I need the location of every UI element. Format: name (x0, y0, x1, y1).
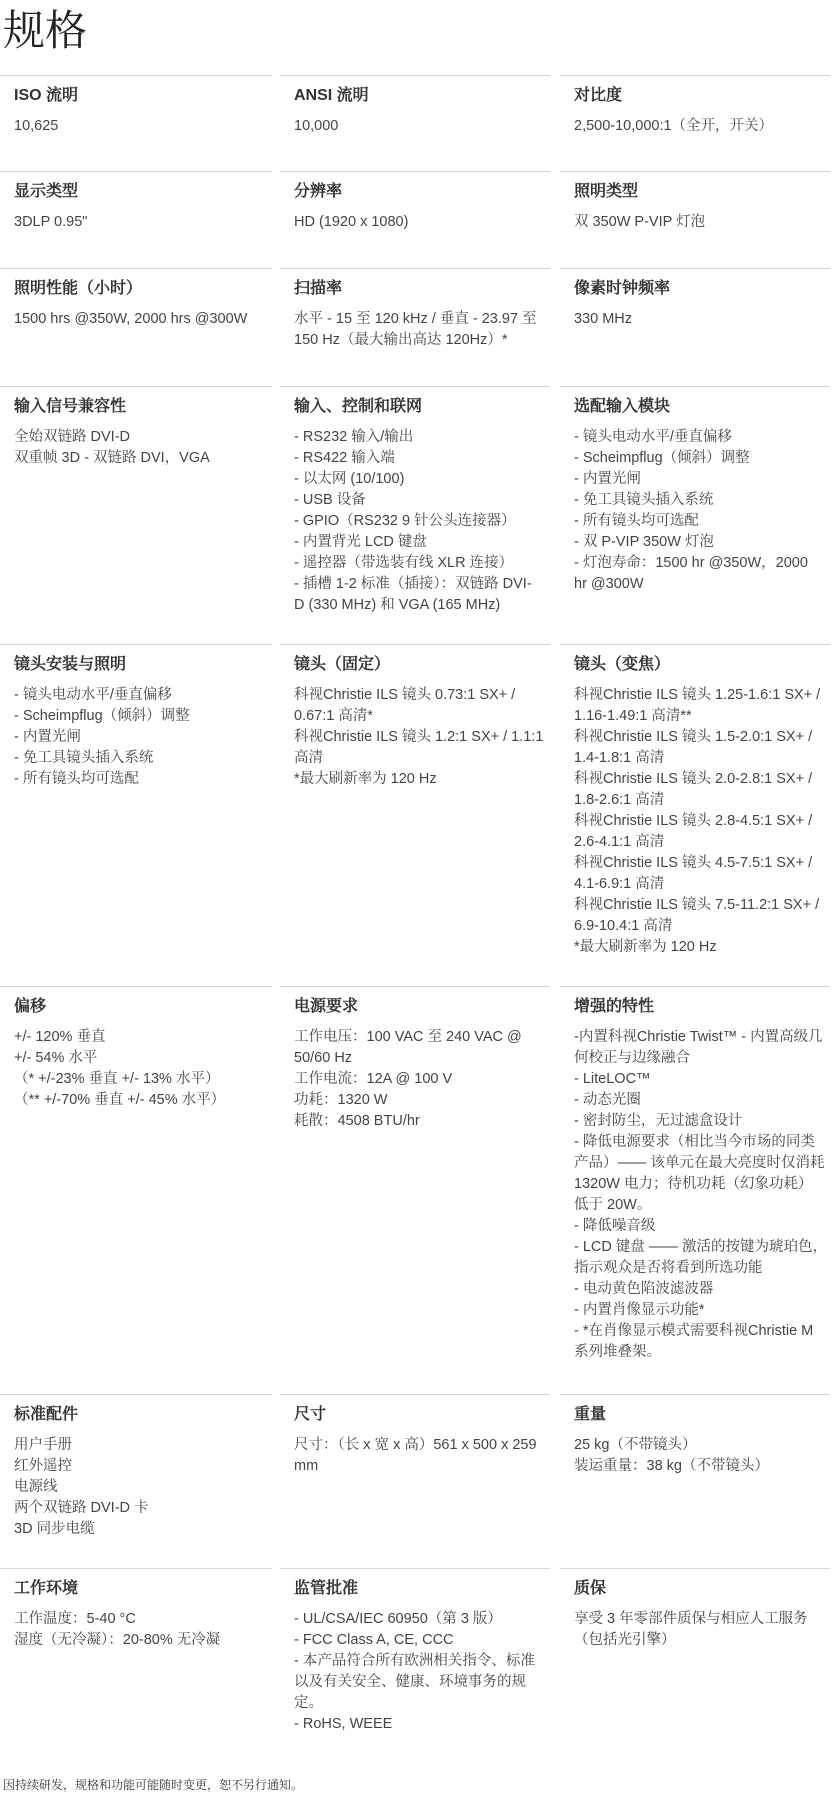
spec-cell (280, 386, 560, 644)
spec-label: 镜头（变焦） (574, 656, 671, 673)
spec-label: 重量 (574, 1406, 607, 1423)
spec-value: 尺寸：（长 x 宽 x 高）561 x 500 x 259 mm (294, 1437, 537, 1474)
spec-label: 照明类型 (574, 183, 639, 200)
spec-value: 双 350W P-VIP 灯泡 (574, 214, 706, 230)
divider (0, 75, 272, 76)
spec-cell (280, 268, 560, 386)
spec-label: ISO 流明 (14, 87, 79, 104)
spec-label: 镜头安装与照明 (14, 656, 127, 673)
spec-value: 用户手册 红外遥控 电源线 两个双链路 DVI-D 卡 3D 同步电缆 (14, 1437, 149, 1537)
spec-label: 工作环境 (14, 1580, 79, 1597)
spec-value: 2,500-10,000:1（全开，开关） (574, 118, 774, 134)
spec-value: 10,625 (14, 118, 59, 134)
spec-label: 质保 (574, 1580, 607, 1597)
spec-label: 照明性能（小时） (14, 280, 143, 297)
divider (280, 171, 550, 172)
spec-label: 尺寸 (294, 1406, 327, 1423)
spec-label: 偏移 (14, 998, 47, 1015)
spec-value: - 镜头电动水平/垂直偏移 - Scheimpflug（倾斜）调整 - 内置光闸 - 免工具镜头插入系统 - 所有镜头均可选配 - 双 P-VIP 350W 灯泡 - 灯泡寿命：1500 hr @350W，2000 hr @300W (574, 429, 808, 592)
divider (0, 171, 272, 172)
spec-row (0, 268, 840, 386)
spec-label: 增强的特性 (574, 998, 655, 1015)
divider (560, 986, 830, 987)
spec-value: 10,000 (294, 118, 339, 134)
spec-cell (0, 386, 280, 644)
spec-cell (0, 75, 280, 171)
spec-row (0, 386, 840, 644)
spec-cell (280, 986, 560, 1394)
divider (0, 644, 272, 645)
spec-value: -内置科视Christie Twist™ - 内置高级几 何校正与边缘融合 - LiteLOC™ - 动态光圈 - 密封防尘，无过滤盒设计 - 降低电源要求（相比当今市场的同类 产品）—— 该单元在最大亮度时仅消耗 1320W 电力；待机功耗（幻象功耗） 低于 20W。 - 降低噪音级 - LCD 键盘 —— 激活的按键为琥珀色， 指示观众是否将看到所选功能 - 电动黄色陷波滤波器 - 内置肖像显示功能* - *在肖像显示模式需要科视Christie M 系列堆叠架。 (574, 1029, 827, 1360)
spec-value: 水平 - 15 至 120 kHz / 垂直 - 23.97 至 150 Hz（最大输出高达 120Hz）* (294, 311, 537, 348)
spec-label: 扫描率 (294, 280, 343, 297)
spec-label: 像素时钟频率 (574, 280, 671, 297)
spec-value: 科视Christie ILS 镜头 1.25-1.6:1 SX+ / 1.16-1.49:1 高清** 科视Christie ILS 镜头 1.5-2.0:1 SX+ / 1.4-1.8:1 高清 科视Christie ILS 镜头 2.0-2.8:1 SX+ / 1.8-2.6:1 高清 科视Christie ILS 镜头 2.8-4.5:1 SX+ / 2.6-4.1:1 高清 科视Christie ILS 镜头 4.5-7.5:1 SX+ / 4.1-6.9:1 高清 科视Christie ILS 镜头 7.5-11.2:1 SX+ / 6.9-10.4:1 高清 *最大刷新率为 120 Hz (574, 687, 821, 955)
spec-cell (560, 171, 840, 268)
spec-value: 工作电压：100 VAC 至 240 VAC @ 50/60 Hz 工作电流：12A @ 100 V 功耗：1320 W 耗散：4508 BTU/hr (294, 1029, 522, 1129)
spec-cell (560, 75, 840, 171)
spec-label: 电源要求 (294, 998, 359, 1015)
divider (0, 268, 272, 269)
spec-label: 标准配件 (14, 1406, 79, 1423)
spec-row (0, 75, 840, 171)
spec-cell (0, 986, 280, 1394)
spec-label: 对比度 (574, 87, 623, 104)
divider (280, 75, 550, 76)
spec-cell (280, 75, 560, 171)
spec-value: - 镜头电动水平/垂直偏移 - Scheimpflug（倾斜）调整 - 内置光闸 - 免工具镜头插入系统 - 所有镜头均可选配 (14, 687, 190, 787)
spec-cell (0, 644, 280, 986)
divider (0, 386, 272, 387)
spec-value: 全始双链路 DVI-D 双重帧 3D - 双链路 DVI，VGA (14, 429, 210, 466)
spec-cell (560, 386, 840, 644)
spec-cell (560, 1568, 840, 1768)
divider (280, 1568, 550, 1569)
divider (280, 1394, 550, 1395)
divider (560, 1394, 830, 1395)
spec-value: +/- 120% 垂直 +/- 54% 水平 （* +/-23% 垂直 +/- 13% 水平） （** +/-70% 垂直 +/- 45% 水平） (14, 1029, 226, 1108)
divider (0, 986, 272, 987)
spec-value: 工作温度：5-40 °C 湿度（无冷凝）：20-80% 无冷凝 (14, 1611, 221, 1648)
divider (560, 644, 830, 645)
spec-label: 选配输入模块 (574, 398, 671, 415)
spec-value: 享受 3 年零部件质保与相应人工服务 （包括光引擎） (574, 1611, 808, 1648)
divider (280, 644, 550, 645)
spec-value: HD (1920 x 1080) (294, 214, 409, 230)
divider (560, 1568, 830, 1569)
spec-cell (560, 268, 840, 386)
spec-cell (560, 986, 840, 1394)
spec-row (0, 644, 840, 986)
spec-row (0, 986, 840, 1394)
spec-label: 显示类型 (14, 183, 79, 200)
spec-cell (0, 1394, 280, 1568)
divider (280, 386, 550, 387)
spec-value: 1500 hrs @350W, 2000 hrs @300W (14, 311, 248, 327)
spec-value: 330 MHz (574, 311, 633, 327)
spec-value: - UL/CSA/IEC 60950（第 3 版） - FCC Class A, CE, CCC - 本产品符合所有欧洲相关指令、标准 以及有关安全、健康、环境事务的规 定。 - RoHS, WEEE (294, 1611, 535, 1732)
divider (560, 268, 830, 269)
page-title: 规格 (3, 7, 88, 54)
spec-row (0, 171, 840, 268)
spec-cell (560, 1394, 840, 1568)
divider (560, 75, 830, 76)
spec-label: 输入、控制和联网 (294, 398, 423, 415)
spec-cell (0, 171, 280, 268)
spec-row (0, 1394, 840, 1568)
spec-cell (280, 171, 560, 268)
spec-label: 输入信号兼容性 (14, 398, 127, 415)
spec-label: 监管批准 (294, 1580, 359, 1597)
spec-value: 3DLP 0.95" (14, 214, 88, 230)
spec-value: 25 kg（不带镜头） 装运重量：38 kg（不带镜头） (574, 1437, 769, 1474)
spec-label: ANSI 流明 (294, 87, 369, 104)
spec-cell (280, 1568, 560, 1768)
spec-grid (0, 75, 840, 1768)
spec-row (0, 1568, 840, 1768)
spec-cell (0, 1568, 280, 1768)
spec-value: - RS232 输入/输出 - RS422 输入端 - 以太网 (10/100) - USB 设备 - GPIO（RS232 9 针公头连接器） - 内置背光 LCD 键盘 - 遥控器（带选装有线 XLR 连接） - 插槽 1-2 标准（插接）：双链路 DVI- D (330 MHz) 和 VGA (165 MHz) (294, 429, 532, 613)
spec-cell (280, 1394, 560, 1568)
spec-cell (0, 268, 280, 386)
divider (560, 386, 830, 387)
spec-value: 科视Christie ILS 镜头 0.73:1 SX+ / 0.67:1 高清* 科视Christie ILS 镜头 1.2:1 SX+ / 1.1:1 高清 *最大刷新率为 120 Hz (294, 687, 544, 787)
divider (560, 171, 830, 172)
divider (280, 268, 550, 269)
divider (0, 1568, 272, 1569)
spec-cell (280, 644, 560, 986)
spec-cell (560, 644, 840, 986)
divider (0, 1394, 272, 1395)
footer-note: 因持续研发，规格和功能可能随时变更，恕不另行通知。 (3, 1778, 304, 1792)
divider (280, 986, 550, 987)
spec-label: 分辨率 (294, 183, 343, 200)
spec-label: 镜头（固定） (294, 656, 391, 673)
